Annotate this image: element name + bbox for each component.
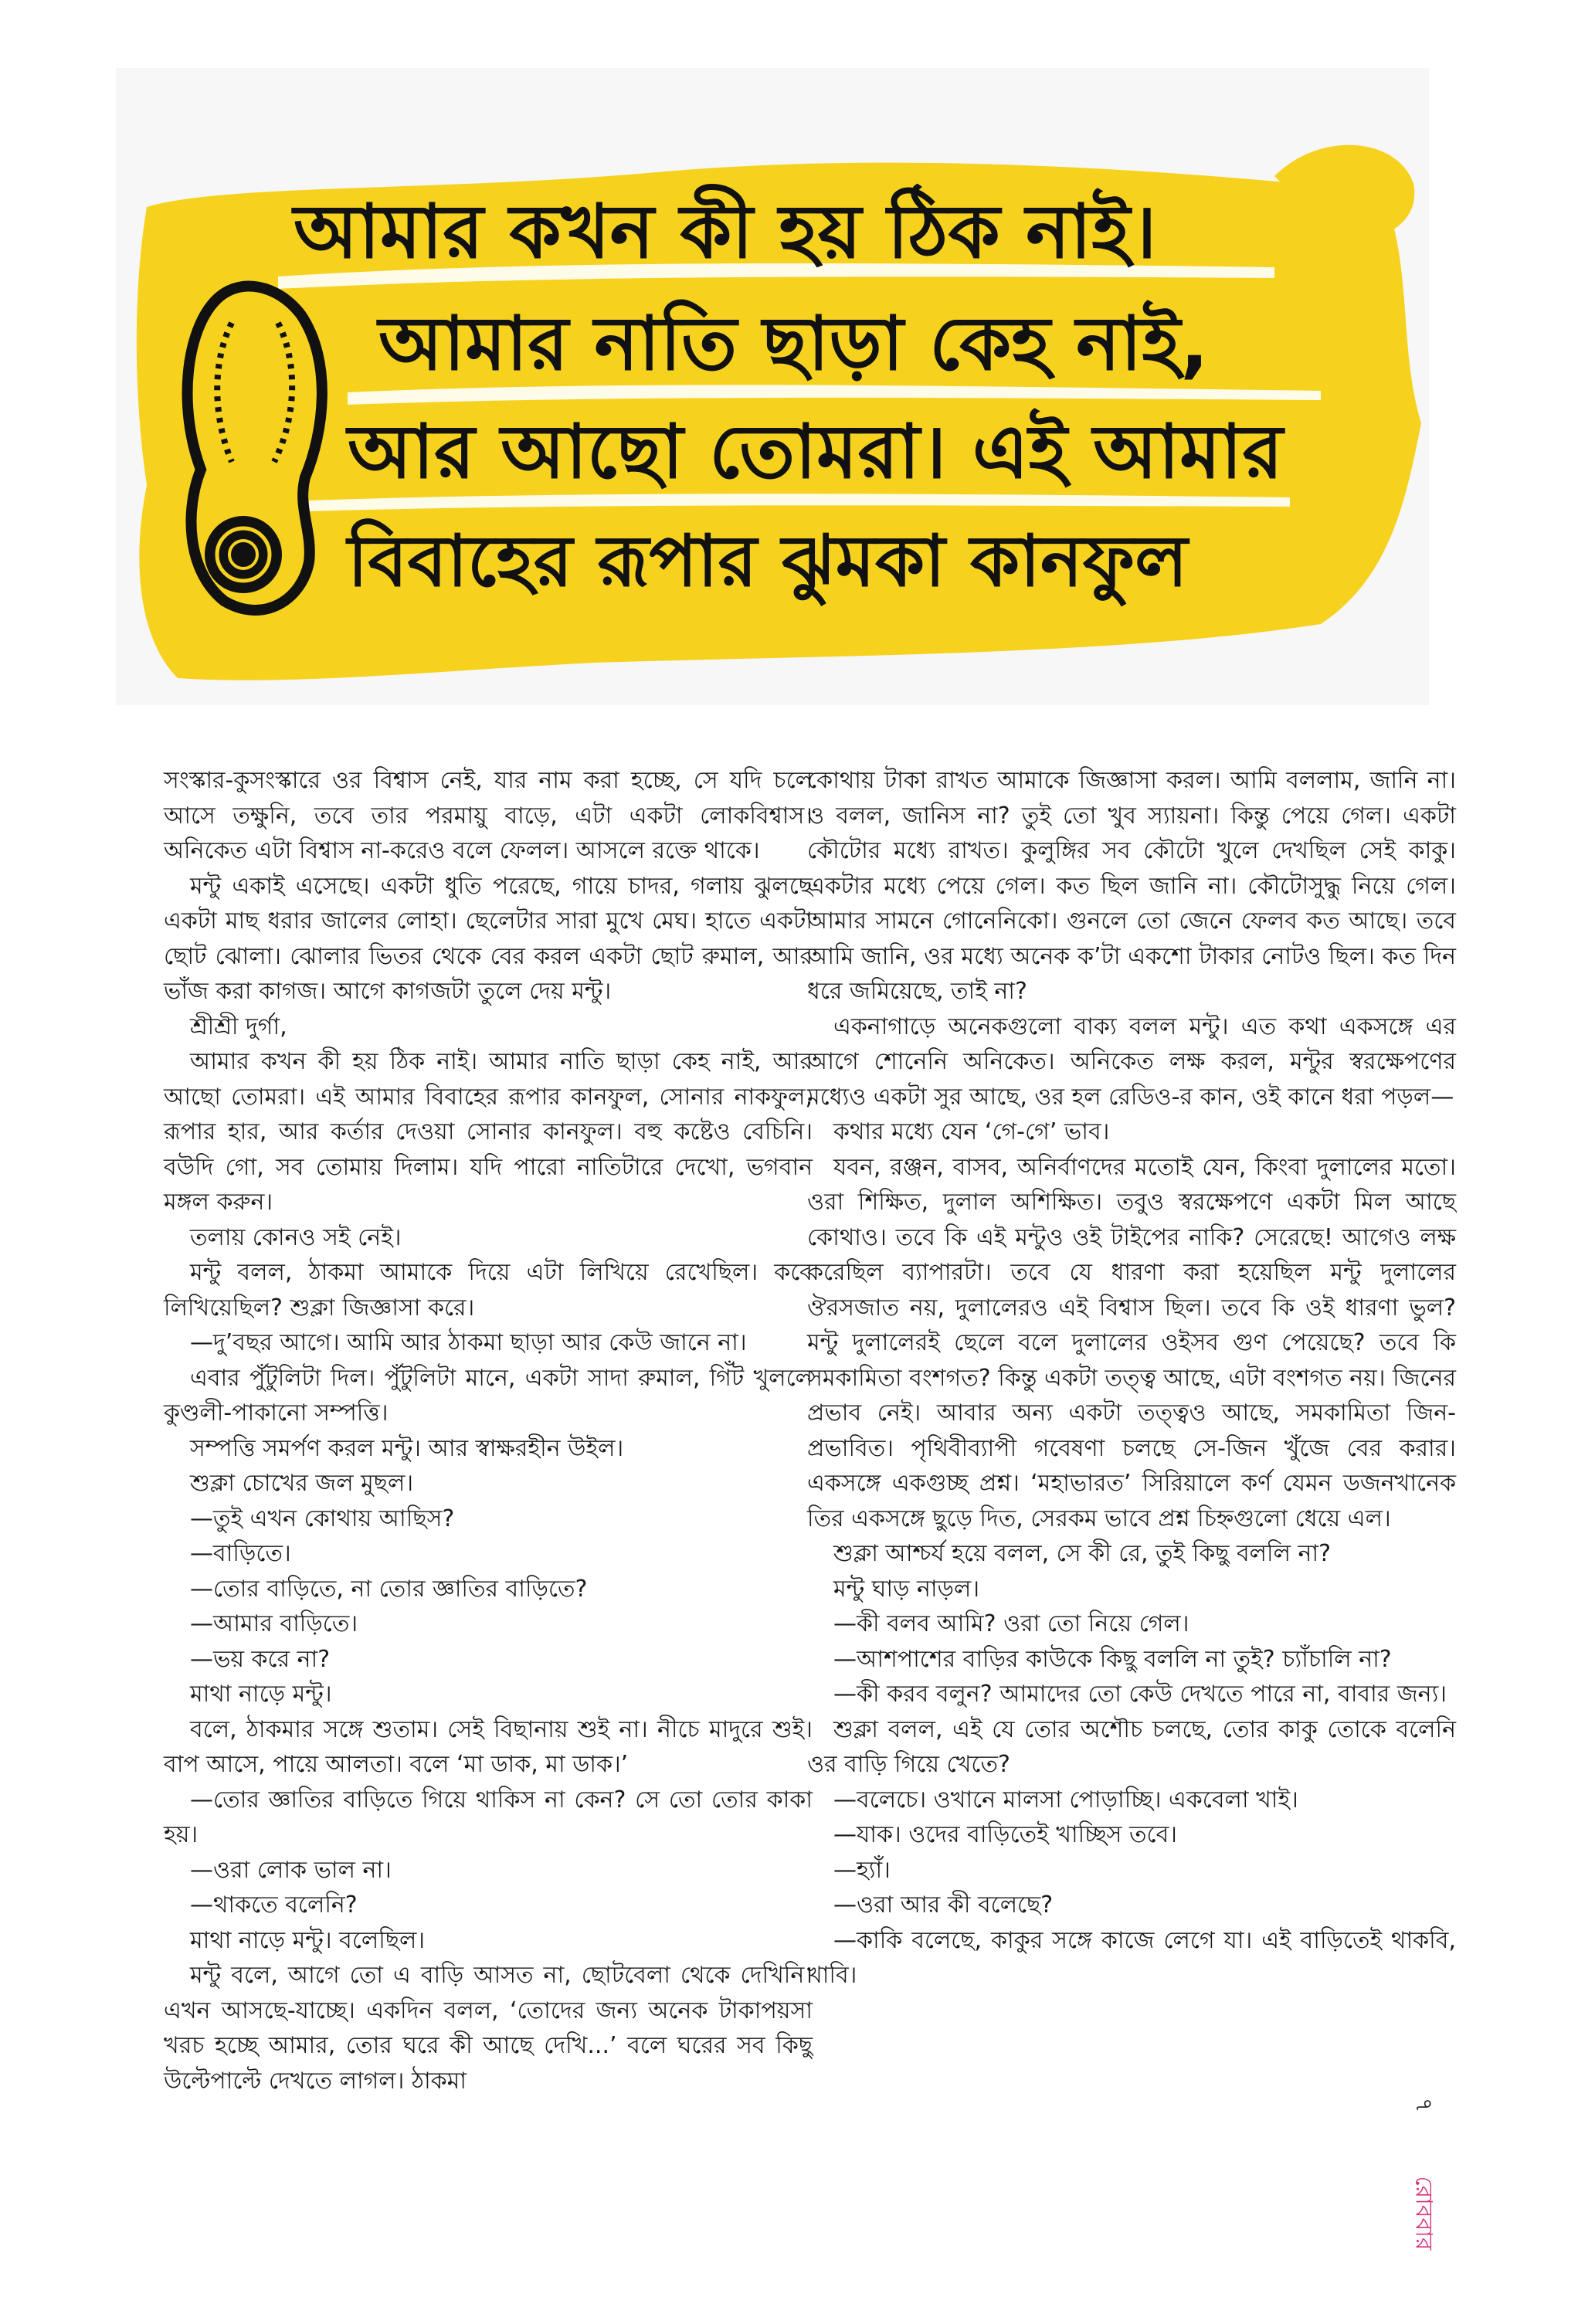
paragraph: —কী বলব আমি? ওরা তো নিয়ে গেল। <box>833 1610 1189 1637</box>
paragraph: একনাগাড়ে অনেকগুলো বাক্য বলল মন্টু। এত কথা একসঙ্গে এর আগে শোনেনি অনিকেত। অনিকেত লক্ষ করল, মন্টুর স্বরক্ষেপণের মধ্যেও একটা সুর আছে, ওর হল রেডিও-র কান, ওই কানে ধরা পড়ল— <box>807 1013 1456 1111</box>
paragraph: —কী করব বলুন? আমাদের তো কেউ দেখতে পারে না, বাবার জন্য। <box>833 1681 1447 1708</box>
banner-line-1: আমার কখন কী হয় ঠিক নাই। <box>294 188 1157 275</box>
paragraph: —বাড়িতে। <box>190 1540 291 1567</box>
paragraph: —দু’বছর আগে। আমি আর ঠাকমা ছাড়া আর কেউ জানে না। <box>190 1329 747 1356</box>
paragraph: যবন, রঞ্জন, বাসব, অনির্বাণদের মতোই যেন, কিংবা দুলালের মতো। ওরা শিক্ষিত, দুলাল অশিক্ষিত। তবুও স্বরক্ষেপণে একটা মিল আছে কোথাও। তবে কি এই মন্টুও ওই টাইপের নাকি? সেরেছে! আগেও লক্ষ করেছিল ব্যাপারটা। তবে যে ধারণা করা হয়েছিল মন্টু দুলালের ঔরসজাত নয়, দুলালেরও এই বিশ্বাস ছিল। তবে কি ওই ধারণা ভুল? মন্টু দুলালেরই ছেলে বলে দুলালের ওইসব গুণ পেয়েছে? তবে কি সমকামিতা বংশগত? কিন্তু একটা তত্ত্ব আছে, এটা বংশগত নয়। জিনের প্রভাব নেই। আবার অন্য একটা তত্ত্বও আছে, সমকামিতা জিন-প্রভাবিত। পৃথিবীব্যাপী গবেষণা চলছে সে-জিন খুঁজে বের করার। একসঙ্গে একগুচ্ছ প্রশ্ন। ‘মহাভারত’ সিরিয়ালে কর্ণ যেমন ডজনখানেক তির একসঙ্গে ছুড়ে দিত, সেরকম ভাবে প্রশ্ন চিহ্নগুলো ধেয়ে এল। <box>807 1153 1456 1532</box>
paragraph: —যাক। ওদের বাড়িতেই খাচ্ছিস তবে। <box>833 1821 1177 1848</box>
banner-line-4: বিবাহের রূপার ঝুমকা কানফুল <box>348 520 1188 602</box>
paragraph: শুক্লা আশ্চর্য হয়ে বলল, সে কী রে, তুই কিছু বললি না? <box>833 1540 1332 1567</box>
paragraph: —তুই এখন কোথায় আছিস? <box>190 1505 455 1532</box>
paragraph: শুক্লা চোখের জল মুছল। <box>190 1470 414 1497</box>
paragraph: সম্পত্তি সমর্পণ করল মন্টু। আর স্বাক্ষরহীন উইল। <box>190 1434 624 1462</box>
paragraph: কোথায় টাকা রাখত আমাকে জিজ্ঞাসা করল। আমি বললাম, জানি না। ও বলল, জানিস না? তুই তো খুব স্যায়না। কিন্তু পেয়ে গেল। একটা কৌটোর মধ্যে রাখত। কুলুঙ্গির সব কৌটো খুলে দেখছিল সেই কাকু। একটার মধ্যে পেয়ে গেল। কত ছিল জানি না। কৌটোসুদ্ধু নিয়ে গেল। আমার সামনে গোনেনিকো। গুনলে তো জেনে ফেলব কত আছে। তবে আমি জানি, ওর মধ্যে অনেক ক’টা একশো টাকার নোটও ছিল। কত দিন ধরে জমিয়েছে, তাই না? <box>807 767 1456 1005</box>
folio <box>1400 2085 1446 2263</box>
paragraph: —বলেচে। ওখানে মালসা পোড়াচ্ছি। একবেলা খাই। <box>833 1786 1298 1813</box>
paragraph: মন্টু ঘাড় নাড়ল। <box>833 1575 980 1603</box>
paragraph: আমার কখন কী হয় ঠিক নাই। আমার নাতি ছাড়া কেহ নাই, আর আছো তোমরা। এই আমার বিবাহের রূপার কানফুল, সোনার নাকফুল, রূপার হার, আর কর্তার দেওয়া সোনার কানফুল। বহু কষ্টেও বেচিনি। বউদি গো, সব তোমায় দিলাম। যদি পারো নাতিটারে দেখো, ভগবান মঙ্গল করুন। <box>164 1048 813 1216</box>
banner-line-2: আমার নাতি ছাড়া কেহ নাই, <box>378 300 1209 387</box>
paragraph: শ্রীশ্রী দুর্গা, <box>190 1013 287 1040</box>
page-number: ৭ <box>1410 2097 1437 2113</box>
paragraph: —থাকতে বলেনি? <box>190 1891 358 1919</box>
paragraph: —আশপাশের বাড়ির কাউকে কিছু বললি না তুই? চ্যাঁচালি না? <box>833 1645 1392 1673</box>
paragraph: —কাকি বলেছে, কাকুর সঙ্গে কাজে লেগে যা। এই বাড়িতেই থাকবি, খাবি। <box>807 1926 1456 1989</box>
paragraph: মন্টু একাই এসেছে। একটা ধুতি পরেছে, গায়ে চাদর, গলায় ঝুলছে একটা মাছ ধরার জালের লোহা। ছেলেটার সারা মুখে মেঘ। হাতে একটা ছোট ঝোলা। ঝোলার ভিতর থেকে বের করল একটা ছোট রুমাল, আর ভাঁজ করা কাগজ। আগে কাগজটা তুলে দেয় মন্টু। <box>164 872 813 1005</box>
paragraph: শুক্লা বলল, এই যে তোর অশৌচ চলছে, তোর কাকু তোকে বলেনি ওর বাড়ি গিয়ে খেতে? <box>807 1715 1456 1778</box>
paragraph: —আমার বাড়িতে। <box>190 1610 358 1637</box>
paragraph: এবার পুঁটুলিটা দিল। পুঁটুলিটা মানে, একটা সাদা রুমাল, গিঁট খুললে কুণ্ডলী-পাকানো সম্পত্তি। <box>164 1364 813 1427</box>
paragraph: —ভয় করে না? <box>190 1645 331 1673</box>
illustration-banner <box>116 68 1429 705</box>
paragraph: —ওরা আর কী বলেছে? <box>833 1891 1054 1919</box>
paragraph: মন্টু বলে, আগে তো এ বাড়ি আসত না, ছোটবেলা থেকে দেখিনি। এখন আসছে-যাচ্ছে। একদিন বলল, ‘তোদের জন্য অনেক টাকাপয়সা খরচ হচ্ছে আমার, তোর ঘরে কী আছে দেখি...’ বলে ঘরের সব কিছু উল্টেপাল্টে দেখতে লাগল। ঠাকমা <box>164 1962 813 2095</box>
magazine-name: রোববার <box>1410 2176 1437 2251</box>
paragraph: মাথা নাড়ে মন্টু। বলেছিল। <box>190 1926 426 1954</box>
paragraph: কথার মধ্যে যেন ‘গে-গে’ ভাব। <box>833 1118 1110 1145</box>
text-column-left <box>164 763 813 2098</box>
paragraph: মন্টু বলল, ঠাকমা আমাকে দিয়ে এটা লিখিয়ে রেখেছিল। কবে লিখিয়েছিল? শুক্লা জিজ্ঞাসা করে। <box>164 1259 813 1321</box>
paragraph: সংস্কার-কুসংস্কারে ওর বিশ্বাস নেই, যার নাম করা হচ্ছে, সে যদি চলে আসে তক্ষুনি, তবে তার পরমায়ু বাড়ে, এটা একটা লোকবিশ্বাস। অনিকেত এটা বিশ্বাস না-করেও বলে ফেলল। আসলে রক্তে থাকে। <box>164 767 813 864</box>
paragraph: —তোর জ্ঞাতির বাড়িতে গিয়ে থাকিস না কেন? সে তো তোর কাকা হয়। <box>164 1786 813 1848</box>
paragraph: তলায় কোনও সই নেই। <box>190 1223 402 1251</box>
paragraph: বলে, ঠাকমার সঙ্গে শুতাম। সেই বিছানায় শুই না। নীচে মাদুরে শুই। বাপ আসে, পায়ে আলতা। বলে ‘মা ডাক, মা ডাক।’ <box>164 1715 813 1778</box>
paragraph: —ওরা লোক ভাল না। <box>190 1856 392 1884</box>
yellow-brushstroke-illustration <box>116 68 1429 705</box>
banner-line-3: আর আছো তোমরা। এই আমার <box>348 409 1284 495</box>
text-column-right <box>807 763 1456 1993</box>
paragraph: —তোর বাড়িতে, না তোর জ্ঞাতির বাড়িতে? <box>190 1575 588 1603</box>
paragraph: মাথা নাড়ে মন্টু। <box>190 1681 332 1708</box>
paragraph: —হ্যাঁ। <box>833 1856 891 1884</box>
